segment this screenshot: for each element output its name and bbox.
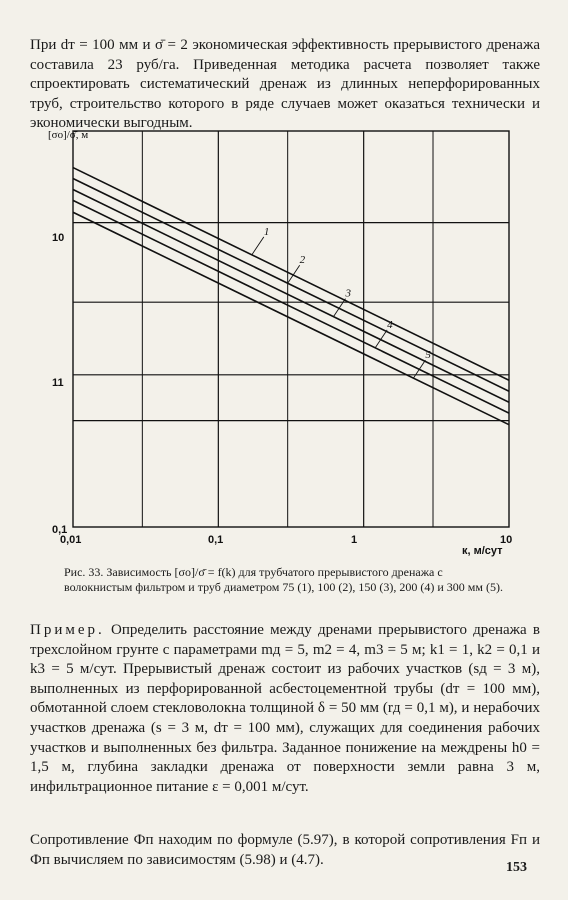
chart-curve-labels — [252, 226, 432, 378]
page-number: 153 — [506, 860, 527, 875]
series-line-1 — [73, 168, 509, 381]
series-label-3: 3 — [345, 287, 351, 300]
example-paragraph — [30, 621, 540, 797]
resistance-paragraph: Сопротивление Фп находим по формуле (5.97), в которой сопротивления Fп и Фп вычисляем по зависимостям (5.98) и (4.7). — [30, 832, 540, 868]
series-line-2 — [73, 178, 509, 391]
y-tick-label: 0,1 — [52, 524, 68, 536]
y-axis-label: [σo]/σ̄, м — [48, 129, 89, 141]
series-line-4 — [73, 200, 509, 413]
x-tick-label: 10 — [500, 534, 513, 546]
chart-ticks — [52, 232, 512, 546]
example-text: Определить расстояние между дренами прерывистого дренажа в трехслойном грунте с параметрами mд = 5, m2 = 4, m3 = 5 м; k1 = 1, k2 = 0,1 и k3 = 5 м/сут. Прерывистый дренаж состоит из рабочих участков (sд = 3 м), выполненных из перфорированной асбестоцементной трубы (dт = 100 мм), обмотанной слоем стекловолокна толщиной δ = 50 мм (rд = 0,1 м), и нерабочих участков дренажа (s = 3 м, dт = 100 мм), служащих для соединения рабочих участков и выполненных без фильтра. Заданное понижение на междрены h0 = 1,5 м, глубина закладки дренажа от поверхности земли равна 3 м, инфильтрационное питание ε = 0,001 м/сут. — [30, 622, 540, 795]
chart-grid — [73, 131, 509, 527]
x-tick-label: 0,01 — [60, 534, 82, 546]
series-label-2: 2 — [299, 254, 306, 267]
series-leader-3 — [333, 299, 345, 317]
x-axis-label: к, м/сут — [462, 545, 503, 557]
series-leader-2 — [288, 265, 300, 283]
series-label-4: 4 — [387, 318, 393, 331]
series-line-3 — [73, 190, 509, 403]
series-leader-4 — [375, 330, 387, 348]
y-tick-label: 11 — [52, 377, 64, 389]
y-tick-label: 10 — [52, 232, 65, 244]
series-line-5 — [73, 212, 509, 424]
example-lead: Пример. — [30, 622, 105, 638]
chart-curves — [73, 168, 509, 425]
series-label-1: 1 — [263, 225, 270, 238]
series-leader-5 — [413, 360, 425, 378]
series-leader-1 — [252, 237, 264, 255]
chart-frame — [73, 131, 509, 527]
series-label-5: 5 — [425, 349, 431, 362]
x-tick-label: 0,1 — [208, 534, 224, 546]
intro-paragraph: При dт = 100 мм и σ̄ = 2 экономическая эффективность прерывистого дренажа составила 23 руб/га. Приведенная методика расчета позволяет также спроектировать систематический дренаж из длинных неперфорированных труб, строительство которого в ряде случаев может оказаться технически и экономически выгодным. — [30, 37, 540, 132]
x-tick-label: 1 — [351, 534, 358, 546]
figure-caption: Рис. 33. Зависимость [σo]/σ̄ = f(k) для трубчатого прерывистого дренажа с волокнистым фильтром и труб диаметром 75 (1), 100 (2), 150 (3), 200 (4) и 300 мм (5). — [64, 565, 503, 594]
